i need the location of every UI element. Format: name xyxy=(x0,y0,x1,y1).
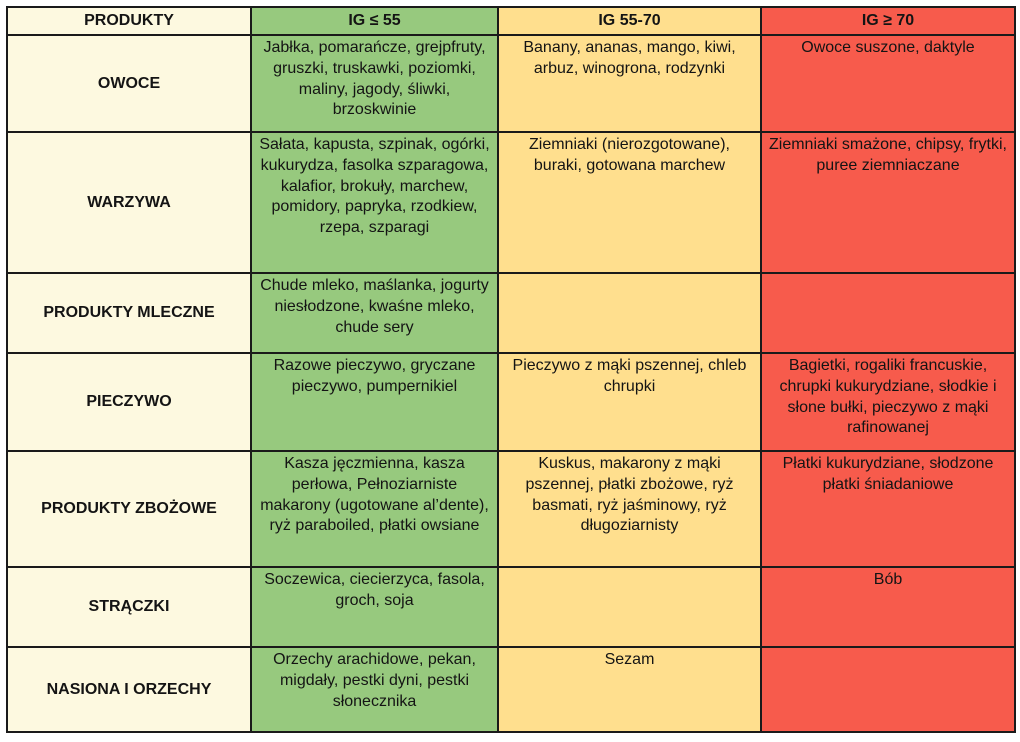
row-category: PIECZYWO xyxy=(7,353,251,451)
table-row-pieczywo xyxy=(7,353,1015,451)
cell-ig-high: Płatki kukurydziane, słodzone płatki śniadaniowe xyxy=(761,451,1015,567)
table-row-nasiona-i-orzechy xyxy=(7,647,1015,732)
cell-ig-high: Owoce suszone, daktyle xyxy=(761,35,1015,132)
table-row-produkty-zbozowe xyxy=(7,451,1015,567)
cell-ig-medium xyxy=(498,273,761,353)
header-ig-high: IG ≥ 70 xyxy=(761,7,1015,35)
cell-ig-medium: Kuskus, makarony z mąki pszennej, płatki zbożowe, ryż basmati, ryż jaśminowy, ryż długoziarnisty xyxy=(498,451,761,567)
row-category: NASIONA I ORZECHY xyxy=(7,647,251,732)
cell-ig-medium xyxy=(498,567,761,647)
cell-ig-low: Orzechy arachidowe, pekan, migdały, pestki dyni, pestki słonecznika xyxy=(251,647,498,732)
glycemic-index-table xyxy=(6,6,1016,733)
cell-ig-low: Razowe pieczywo, gryczane pieczywo, pumpernikiel xyxy=(251,353,498,451)
header-ig-medium: IG 55-70 xyxy=(498,7,761,35)
cell-ig-low: Jabłka, pomarańcze, grejpfruty, gruszki, truskawki, poziomki, maliny, jagody, śliwki, brzoskwinie xyxy=(251,35,498,132)
cell-ig-low: Kasza jęczmienna, kasza perłowa, Pełnoziarniste makarony (ugotowane al’dente), ryż paraboiled, płatki owsiane xyxy=(251,451,498,567)
table-row-straczki xyxy=(7,567,1015,647)
cell-ig-medium: Ziemniaki (nierozgotowane), buraki, gotowana marchew xyxy=(498,132,761,273)
cell-ig-medium: Banany, ananas, mango, kiwi, arbuz, winogrona, rodzynki xyxy=(498,35,761,132)
table-row-warzywa xyxy=(7,132,1015,273)
cell-ig-low: Soczewica, ciecierzyca, fasola, groch, soja xyxy=(251,567,498,647)
header-products: PRODUKTY xyxy=(7,7,251,35)
row-category: STRĄCZKI xyxy=(7,567,251,647)
cell-ig-high: Ziemniaki smażone, chipsy, frytki, puree ziemniaczane xyxy=(761,132,1015,273)
row-category: WARZYWA xyxy=(7,132,251,273)
table-row-owoce xyxy=(7,35,1015,132)
cell-ig-high xyxy=(761,273,1015,353)
cell-ig-high xyxy=(761,647,1015,732)
cell-ig-medium: Sezam xyxy=(498,647,761,732)
table-row-produkty-mleczne xyxy=(7,273,1015,353)
row-category: PRODUKTY MLECZNE xyxy=(7,273,251,353)
row-category: PRODUKTY ZBOŻOWE xyxy=(7,451,251,567)
cell-ig-medium: Pieczywo z mąki pszennej, chleb chrupki xyxy=(498,353,761,451)
cell-ig-high: Bób xyxy=(761,567,1015,647)
row-category: OWOCE xyxy=(7,35,251,132)
cell-ig-low: Chude mleko, maślanka, jogurty niesłodzone, kwaśne mleko, chude sery xyxy=(251,273,498,353)
header-ig-low: IG ≤ 55 xyxy=(251,7,498,35)
header-row xyxy=(7,7,1015,35)
cell-ig-low: Sałata, kapusta, szpinak, ogórki, kukurydza, fasolka szparagowa, kalafior, brokuły, marchew, pomidory, papryka, rzodkiew, rzepa, szparagi xyxy=(251,132,498,273)
cell-ig-high: Bagietki, rogaliki francuskie, chrupki kukurydziane, słodkie i słone bułki, pieczywo z mąki rafinowanej xyxy=(761,353,1015,451)
